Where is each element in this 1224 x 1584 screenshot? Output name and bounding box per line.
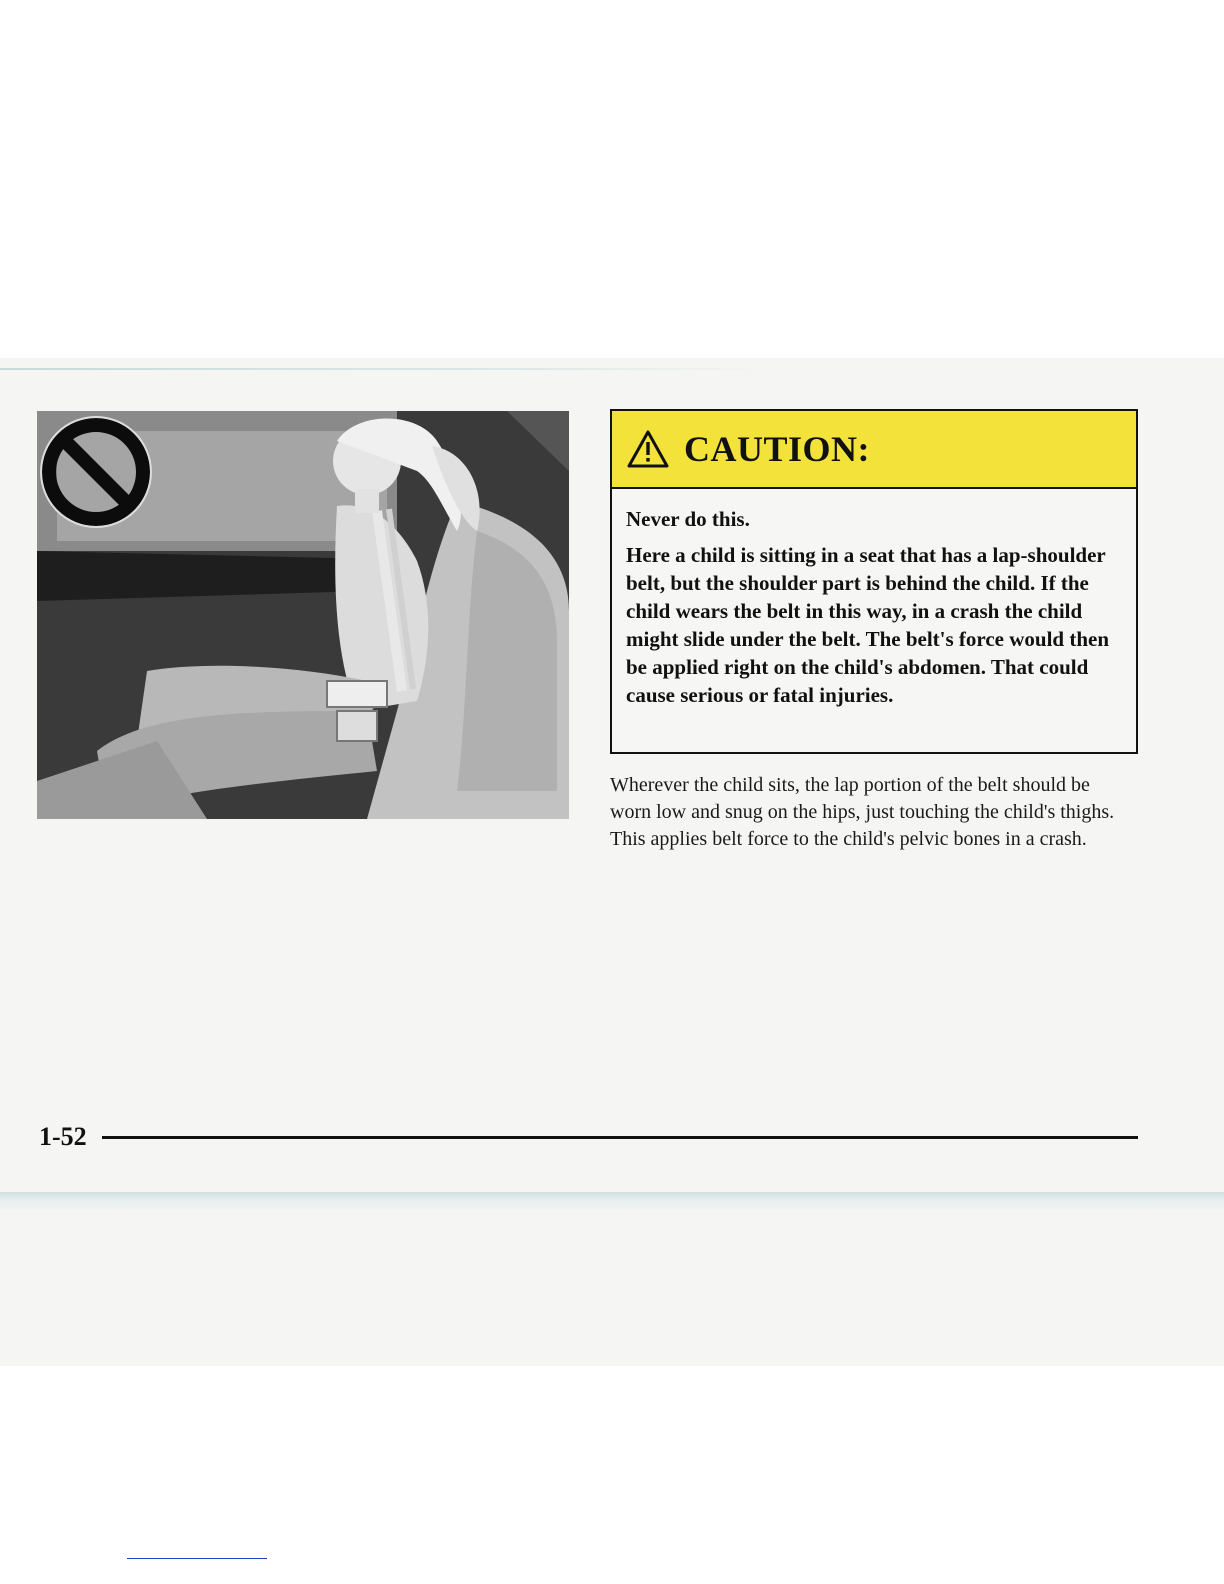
page-number: 1-52	[39, 1122, 87, 1151]
body-paragraph: Wherever the child sits, the lap portion of the belt should be worn low and snug on the hips, just touching the child's thighs. This applies belt force to the child's pelvic bones in a crash.	[610, 774, 1115, 850]
prohibition-icon	[40, 416, 152, 528]
caution-title: CAUTION:	[684, 429, 871, 469]
footer-rule	[102, 1136, 1138, 1139]
scan-edge-top	[0, 368, 760, 370]
scan-edge-bottom	[0, 1192, 1224, 1210]
caution-header	[612, 411, 1136, 489]
caution-body	[612, 489, 1136, 709]
caution-box	[610, 409, 1138, 754]
child-seatbelt-illustration	[37, 411, 569, 819]
caution-lead: Never do this.	[626, 507, 750, 531]
caution-text: Here a child is sitting in a seat that has a lap-shoulder belt, but the shoulder part is behind the child. If the child wears the belt in this way, in a crash the child might slide under the belt. The belt's force would then be applied right on the child's abdomen. That could cause serious or fatal injuries.	[626, 543, 1110, 707]
bottom-rule	[127, 1558, 267, 1559]
warning-triangle-icon	[626, 429, 670, 469]
